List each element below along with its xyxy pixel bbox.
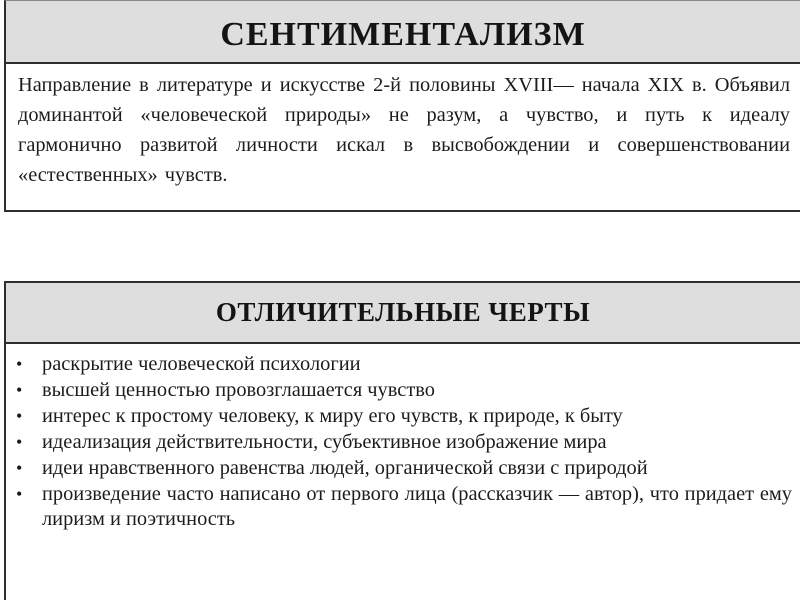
- features-list: [6, 344, 800, 532]
- list-item-text: раскрытие человеческой психологии: [42, 353, 361, 375]
- features-title: ОТЛИЧИТЕЛЬНЫЕ ЧЕРТЫ: [6, 283, 800, 344]
- bullet-icon: •: [16, 380, 23, 400]
- bullet-icon: •: [16, 432, 23, 452]
- list-item: [16, 404, 792, 429]
- bullet-icon: •: [16, 354, 23, 374]
- list-item: [16, 352, 792, 377]
- bullet-icon: •: [16, 484, 23, 504]
- definition-panel: [4, 0, 800, 212]
- bullet-icon: •: [16, 458, 23, 478]
- list-item-text: высшей ценностью провозглашается чувство: [42, 379, 435, 401]
- features-panel: [4, 281, 800, 600]
- bullet-icon: •: [16, 406, 23, 426]
- list-item-text: идеализация действительности, субъективное изображение мира: [42, 431, 607, 453]
- list-item: [16, 456, 792, 481]
- definition-text: Направление в литературе и искусстве 2-й половины XVIII— начала XIX в. Объявил доминантой «человеческой природы» не разум, а чувство, и путь к идеалу гармонично развитой личности искал в высвобождении и совершенствовании «естественных» чувств.: [18, 74, 790, 186]
- list-item-text: произведение часто написано от первого лица (рассказчик — автор), что придает ему лиризм и поэтичность: [42, 483, 792, 530]
- list-item-text: интерес к простому человеку, к миру его чувств, к природе, к быту: [42, 405, 623, 427]
- list-item: [16, 378, 792, 403]
- panel-title: СЕНТИМЕНТАЛИЗМ: [6, 1, 800, 64]
- list-item-text: идеи нравственного равенства людей, органической связи с природой: [42, 457, 648, 479]
- list-item: [16, 482, 792, 532]
- list-item: [16, 430, 792, 455]
